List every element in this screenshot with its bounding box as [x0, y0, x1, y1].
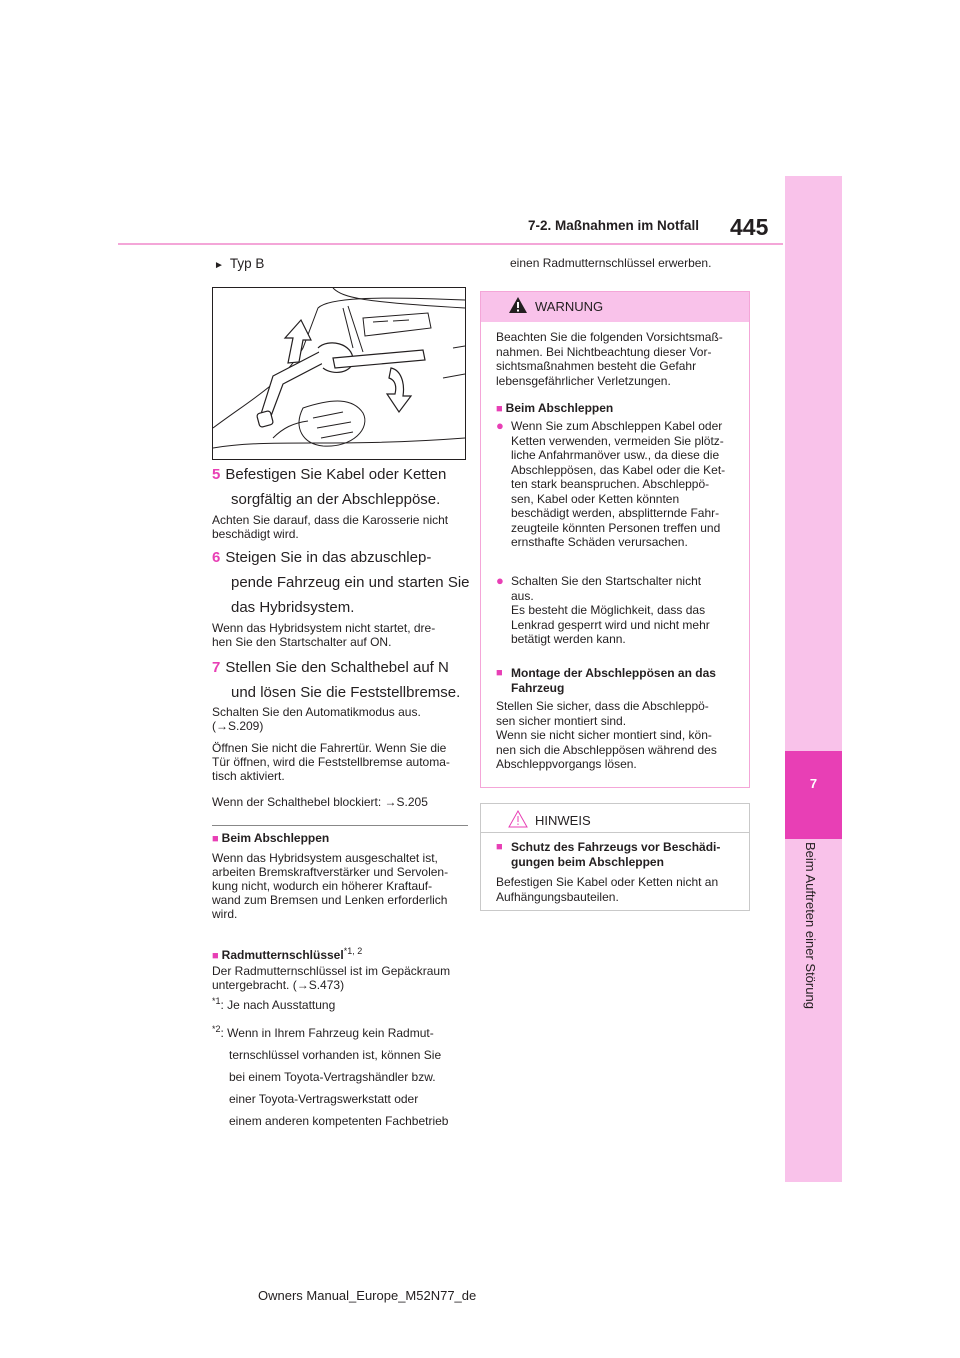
warning-b2-line5: betätigt werden kann.: [511, 632, 626, 646]
square-bullet-icon: ■: [496, 403, 503, 415]
warning-intro-line4: lebensgefährlicher Verletzungen.: [496, 373, 671, 388]
step-6-note-line2: hen Sie den Startschalter auf ON.: [212, 635, 392, 649]
step-7: [212, 655, 460, 705]
step-7-note1-line1: Schalten Sie den Automatikmodus aus.: [212, 705, 421, 719]
warning-s2-title-line1: Montage der Abschleppösen an das: [511, 666, 716, 680]
warning-b1-line1: Wenn Sie zum Abschleppen Kabel oder: [511, 419, 723, 433]
step-7-note-1: [212, 705, 421, 733]
triangle-bullet-icon: ►: [214, 260, 224, 271]
chapter-number-box: [785, 751, 842, 839]
towing-info-line2: arbeiten Bremskraftverstärker und Servolen-: [212, 865, 449, 879]
wheel-wrench-title: [212, 944, 362, 963]
circle-bullet-icon: ●: [496, 418, 504, 433]
chapter-number: 7: [809, 776, 818, 791]
square-bullet-icon: ■: [496, 667, 503, 679]
notice-text: [496, 875, 718, 904]
document-footer: Owners Manual_Europe_M52N77_de: [258, 1288, 477, 1303]
step-6-text3: das Hybridsystem.: [231, 599, 355, 616]
warning-section-2-title: [496, 666, 716, 695]
step-5: [212, 462, 446, 512]
warning-b1-line9: ernsthafte Schäden verursachen.: [511, 535, 688, 549]
warning-intro-line3: sichtsmaßnahmen besteht die Gefahr: [496, 359, 697, 373]
step-7-note2-line1: Öffnen Sie nicht die Fahrertür. Wenn Sie die: [212, 741, 447, 755]
type-subheading-text: Typ B: [229, 256, 265, 271]
warning-s2-title-line2: Fahrzeug: [511, 680, 565, 695]
warning-intro: [496, 330, 723, 388]
footnote-2-line4: einer Toyota-Vertragswerkstatt oder: [229, 1092, 419, 1106]
notice-text-line1: Befestigen Sie Kabel oder Ketten nicht an: [496, 875, 719, 889]
step-7-number: 7: [212, 659, 221, 676]
wheel-wrench-line1: Der Radmutternschlüssel ist im Gepäckraum: [212, 964, 451, 978]
warning-b1-line5: ten stark beanspruchen. Abschleppö-: [511, 477, 710, 491]
footnote-1: [212, 990, 335, 1016]
wheel-wrench-line2: untergebracht. (→S.473): [212, 978, 345, 992]
warning-section-1-title: [496, 401, 613, 417]
warning-bullet-1: [496, 419, 725, 550]
warning-bullet-2: [496, 574, 710, 647]
footnote-2-mark: *2: [212, 1024, 221, 1034]
step-5-line1: [212, 462, 446, 487]
footnote-2-line1: : Wenn in Ihrem Fahrzeug kein Radmut-: [220, 1026, 434, 1040]
warning-b1-line6: sen, Kabel oder Ketten könnten: [511, 491, 680, 506]
warning-b2-line3: Es besteht die Möglichkeit, dass das: [511, 603, 706, 617]
warning-section-1-title-text: Beim Abschleppen: [505, 401, 614, 415]
square-bullet-icon: ■: [496, 841, 503, 853]
warning-b2-line2: aus.: [511, 588, 534, 603]
page-number: 445: [730, 214, 769, 240]
towing-info-line5: wird.: [212, 907, 238, 921]
step-5-note-line1: Achten Sie darauf, dass die Karosserie nicht: [212, 513, 449, 527]
circle-bullet-icon: ●: [496, 573, 504, 588]
square-bullet-icon: ■: [212, 833, 219, 845]
towing-info-title-text: Beim Abschleppen: [221, 831, 330, 845]
warning-intro-line1: Beachten Sie die folgenden Vorsichtsmaß-: [496, 330, 723, 344]
notice-text-line2: Aufhängungsbauteilen.: [496, 889, 619, 904]
towing-info-line4: wand zum Bremsen und Lenken erforderlich: [212, 893, 448, 907]
warning-s2-line2: sen sicher montiert sind.: [496, 713, 627, 728]
warning-b2-line4: Lenkrad gesperrt wird und nicht mehr: [511, 617, 710, 632]
warning-s2-line1: Stellen Sie sicher, dass die Abschleppö-: [496, 699, 709, 713]
warning-s2-line4: nen sich die Abschleppösen während des: [496, 742, 717, 757]
chapter-label: Beim Auftreten einer Störung: [803, 842, 818, 1009]
warning-b2-line1: Schalten Sie den Startschalter nicht: [511, 574, 702, 588]
tow-eyelet-drawing: [213, 288, 465, 459]
header-rule: [118, 243, 783, 245]
warning-b1-line8: zeugteile könnten Personen treffen und: [511, 520, 721, 535]
footnote-2-line3: bei einem Toyota-Vertragshändler bzw.: [229, 1070, 436, 1084]
warning-b1-line3: liche Anfahrmanöver usw., da diese die: [511, 448, 720, 462]
chapter-label-wrap: [800, 842, 824, 1142]
notice-triangle-icon: [508, 810, 528, 828]
footnote-1-mark: *1: [212, 996, 221, 1006]
footnote-2: [212, 1018, 448, 1132]
warning-title: WARNUNG: [535, 299, 604, 314]
warning-intro-line2: nahmen. Bei Nichtbeachtung dieser Vor-: [496, 344, 712, 359]
warning-s2-line3: Wenn sie nicht sicher montiert sind, kön-: [496, 728, 712, 742]
step-5-note: [212, 513, 448, 541]
type-subheading: [214, 256, 264, 271]
section-separator: [212, 825, 468, 826]
step-5-note-line2: beschädigt wird.: [212, 527, 299, 541]
towing-info-title: [212, 831, 329, 846]
step-7-note2-line2: Tür öffnen, wird die Feststellbremse automa-: [212, 755, 450, 769]
step-5-text2: sorgfältig an der Abschleppöse.: [231, 491, 441, 508]
notice-title-line1: Schutz des Fahrzeugs vor Beschädi-: [511, 840, 721, 854]
wheel-wrench-footnote-ref: *1, 2: [343, 946, 363, 956]
notice-title: HINWEIS: [535, 813, 591, 828]
step-7-text2: und lösen Sie die Feststellbremse.: [231, 684, 461, 701]
step-7-note1-line2: (→S.209): [212, 719, 264, 733]
warning-b1-line7: beschädigt werden, absplitternde Fahr-: [511, 506, 720, 520]
towing-info-text: [212, 851, 448, 921]
warning-section-2-text: [496, 699, 717, 772]
towing-info-line1: Wenn das Hybridsystem ausgeschaltet ist,: [212, 851, 438, 865]
step-6-note: [212, 621, 435, 649]
footnote-continuation: einen Radmutternschlüssel erwerben.: [510, 256, 712, 270]
step-6: [212, 545, 470, 620]
step-5-text1: Befestigen Sie Kabel oder Ketten: [225, 466, 447, 483]
step-7-note-2: [212, 741, 450, 783]
notice-title-line2: gungen beim Abschleppen: [511, 854, 664, 869]
wheel-wrench-title-text: Radmutternschlüssel: [221, 948, 344, 962]
tow-eyelet-illustration: [212, 287, 466, 460]
step-6-text1: Steigen Sie in das abzuschlep-: [225, 549, 432, 566]
warning-triangle-icon: [508, 296, 528, 314]
step-6-number: 6: [212, 549, 221, 566]
step-7-note2-line3: tisch aktiviert.: [212, 769, 285, 783]
footnote-2-line5: einem anderen kompetenten Fachbetrieb: [229, 1114, 449, 1128]
warning-b1-line4: Abschleppösen, das Kabel oder die Ket-: [511, 462, 726, 477]
step-7-note-3: Wenn der Schalthebel blockiert: →S.205: [212, 795, 428, 809]
notice-header-rule: [481, 832, 749, 833]
warning-s2-line5: Abschleppvorgangs lösen.: [496, 757, 637, 771]
towing-info-line3: kung nicht, wodurch ein höherer Kraftauf-: [212, 879, 433, 893]
step-6-note-line1: Wenn das Hybridsystem nicht startet, dre-: [212, 621, 436, 635]
footnote-1-text: : Je nach Ausstattung: [220, 998, 336, 1012]
wheel-wrench-text: [212, 964, 450, 992]
section-title: 7-2. Maßnahmen im Notfall: [528, 218, 700, 233]
step-6-text2: pende Fahrzeug ein und starten Sie: [231, 574, 470, 591]
square-bullet-icon: ■: [212, 950, 219, 962]
warning-b1-line2: Ketten verwenden, vermeiden Sie plötz-: [511, 433, 724, 448]
notice-section-title: [496, 840, 720, 869]
step-7-text1: Stellen Sie den Schalthebel auf N: [225, 659, 449, 676]
step-5-number: 5: [212, 466, 221, 483]
footnote-2-line2: ternschlüssel vorhanden ist, können Sie: [229, 1048, 442, 1062]
